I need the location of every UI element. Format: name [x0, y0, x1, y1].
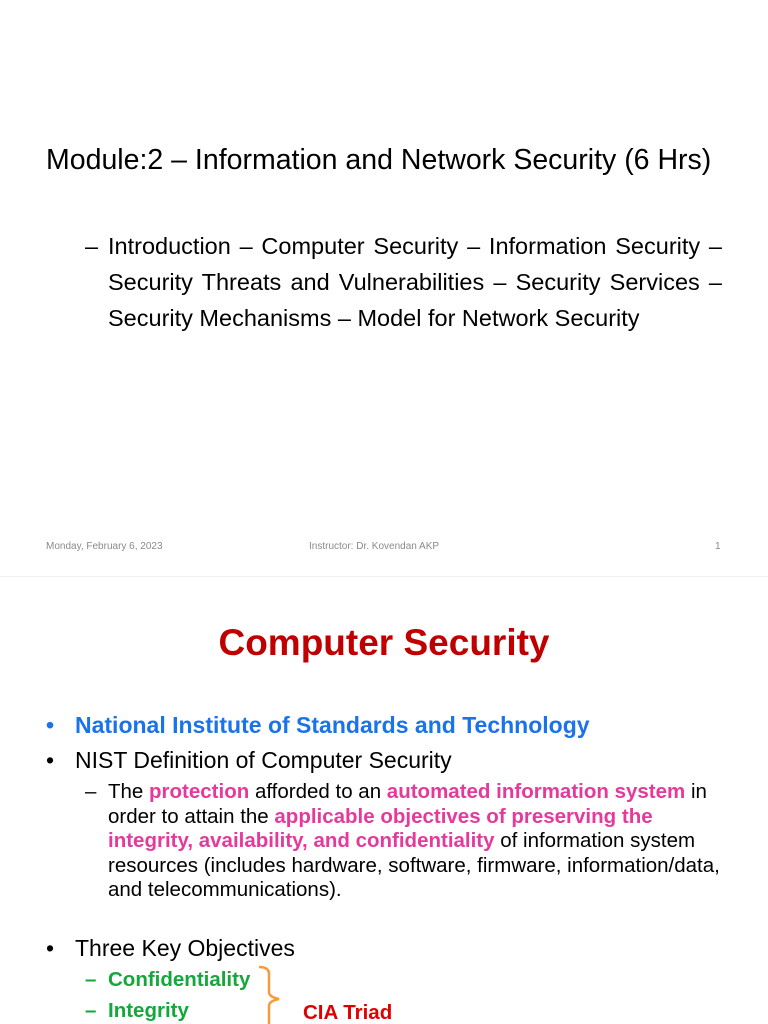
module-topics [85, 228, 722, 336]
slide-2 [0, 576, 768, 1024]
slide-title: Computer Security [218, 622, 550, 663]
cia-brace-icon [255, 964, 295, 1024]
dash-marker: – [85, 780, 97, 803]
dash-marker: – [85, 968, 97, 991]
three-objectives-label: Three Key Objectives [75, 935, 295, 961]
def-highlight-system: automated information system [386, 780, 686, 803]
def-text-2: afforded to an [249, 780, 387, 803]
module-topics-text: Introduction – Computer Security – Information Security – Security Threats and Vulnerabilities – Security Services – Security Mechanisms – Model for Network Security [108, 233, 722, 331]
definition-text [108, 780, 725, 903]
bullet-nist [46, 709, 590, 741]
def-highlight-objectives: applicable objectives of preserving the integrity, availability, and confidentiality [108, 804, 653, 852]
dash-marker: – [85, 999, 97, 1022]
def-text-3: in order to attain the [108, 780, 707, 828]
objective-confidentiality [85, 968, 725, 993]
nist-name: National Institute of Standards and Technology [75, 712, 590, 738]
dash-marker: – [85, 233, 99, 259]
bullet-marker: • [46, 712, 55, 738]
bullet-nist-definition [46, 744, 452, 776]
bullet-marker: • [46, 747, 55, 773]
def-highlight-protection: protection [149, 780, 250, 803]
cia-triad-label: CIA Triad [303, 1001, 393, 1024]
footer-date: Monday, February 6, 2023 [46, 541, 163, 552]
objective-label: Integrity [108, 999, 189, 1022]
objective-label: Confidentiality [108, 968, 251, 991]
footer-page-number: 1 [715, 541, 721, 552]
def-text-1: The [108, 780, 150, 803]
bullet-three-objectives [46, 932, 295, 964]
definition-item [85, 780, 725, 903]
def-text-4: of information system resources (includes hardware, software, firmware, information/data, and telecommunications). [108, 829, 720, 901]
footer-instructor: Instructor: Dr. Kovendan AKP [309, 541, 440, 552]
bullet-marker: • [46, 935, 55, 961]
slide-title: Module:2 – Information and Network Security (6 Hrs) [46, 144, 712, 176]
nist-definition-label: NIST Definition of Computer Security [75, 747, 452, 773]
objective-integrity [85, 999, 725, 1024]
